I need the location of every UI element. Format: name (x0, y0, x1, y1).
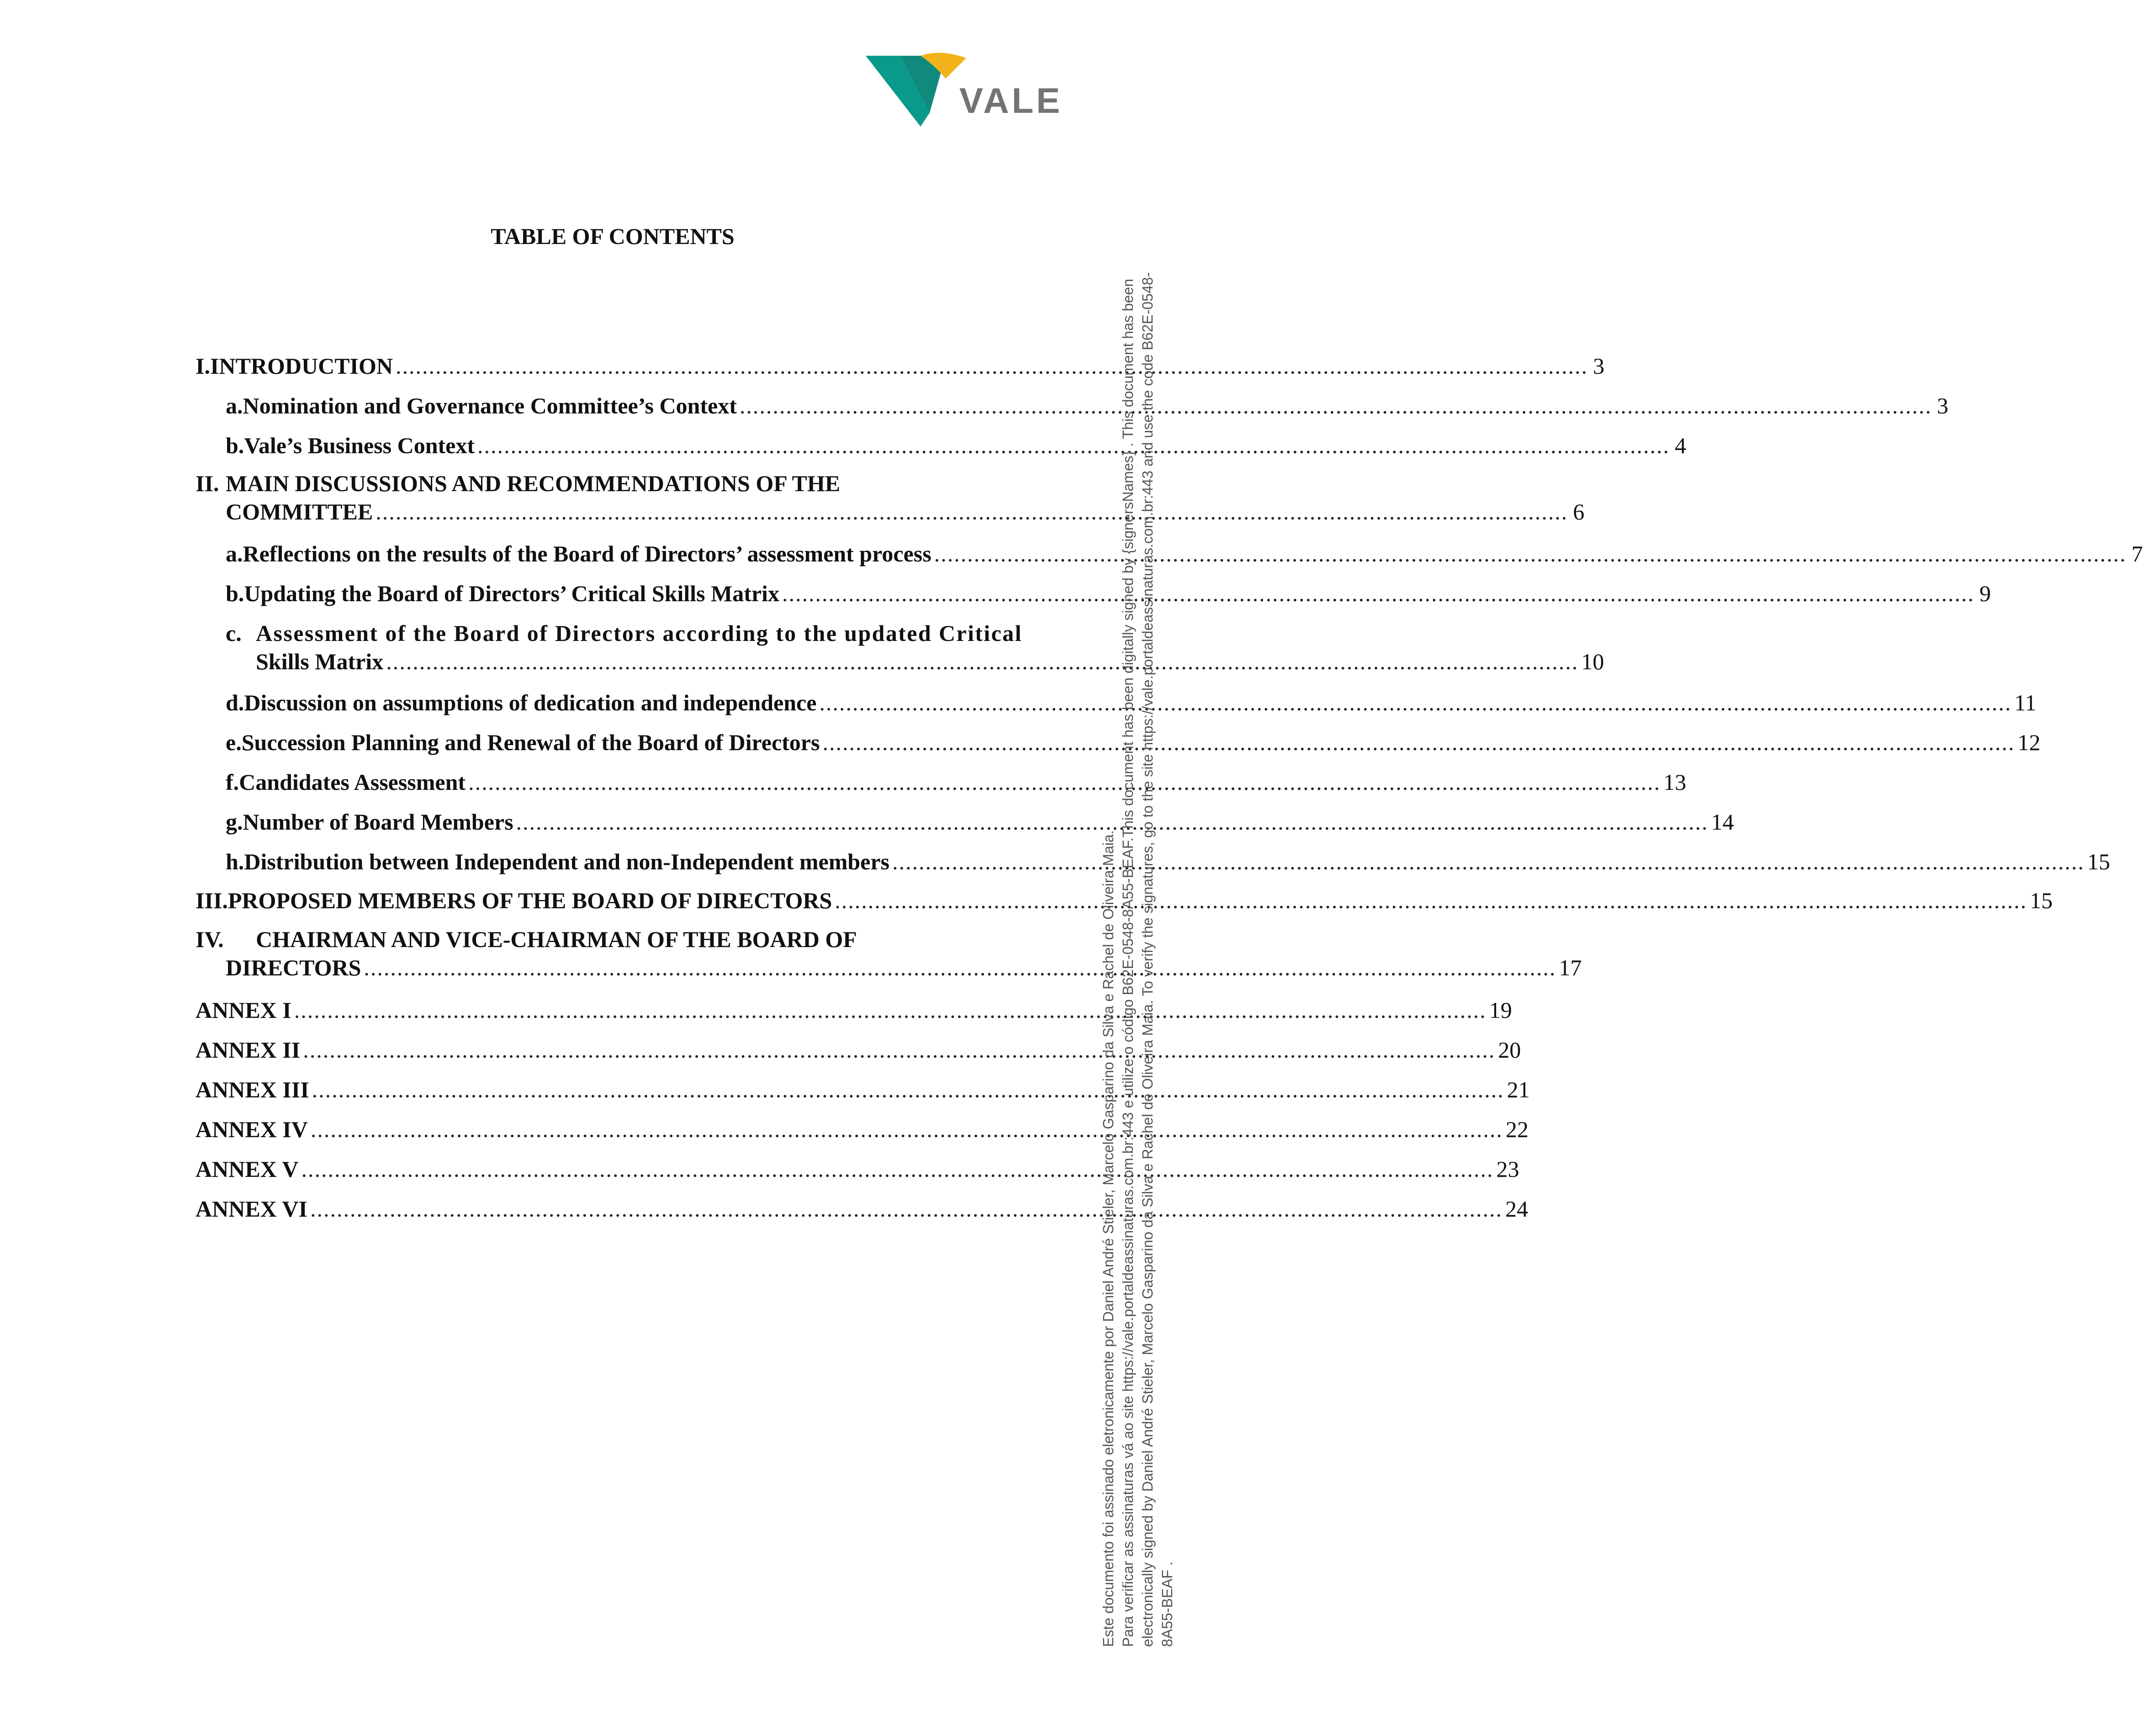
toc-entry-page: 15 (2087, 849, 2111, 874)
toc-entry-number: II. (196, 471, 219, 496)
toc-leader-dots: .................................................................................................................................................................................... (516, 809, 1709, 835)
toc-entry-label: Assessment of the Board of Directors according to the updated Critical (256, 620, 1022, 646)
toc-entry-number: e. (226, 730, 242, 755)
toc-entry-label: ANNEX III (196, 1077, 309, 1102)
watermark-line: Este documento foi assinado eletronicamente por Daniel André Stieler, Marcelo Gasparino da Silva e Rachel de Oliveira Maia. (1100, 830, 1116, 1647)
toc-entry-page: 13 (1663, 769, 1687, 795)
toc-entry-page: 20 (1498, 1037, 1521, 1063)
toc-leader-dots: .................................................................................................................................................................................... (477, 433, 1670, 458)
toc-entry-annex[interactable] (196, 1115, 1529, 1143)
toc-entry-label: ANNEX I (196, 997, 291, 1023)
toc-entry[interactable] (226, 847, 2111, 876)
toc-entry-number: b. (226, 433, 244, 458)
toc-entry-page: 4 (1675, 433, 1686, 458)
toc-entry-page: 12 (2017, 730, 2041, 755)
toc-entry-number: c. (226, 620, 242, 646)
toc-entry-annex[interactable] (196, 1195, 1528, 1223)
toc-entry[interactable] (196, 352, 1605, 380)
toc-leader-dots: .................................................................................................................................................................................... (312, 1077, 1504, 1102)
toc-leader-dots: .................................................................................................................................................................................... (934, 541, 2127, 566)
toc-entry-label: Updating the Board of Directors’ Critical Skills Matrix (244, 581, 779, 606)
toc-entry-label-continued: Skills Matrix (256, 649, 384, 674)
toc-leader-dots: .................................................................................................................................................................................... (310, 1117, 1503, 1142)
toc-entry-page: 10 (1581, 649, 1604, 674)
toc-entry-page: 23 (1496, 1156, 1519, 1182)
toc-entry-label: Reflections on the results of the Board of Directors’ assessment process (243, 541, 931, 566)
toc-entry-page: 14 (1711, 809, 1734, 835)
toc-entry-label: Candidates Assessment (239, 769, 466, 795)
toc-entry-number: b. (226, 581, 244, 606)
toc-entry-page: 6 (1573, 499, 1585, 524)
toc-entry-label: ANNEX VI (196, 1196, 307, 1222)
toc-entry-page: 19 (1489, 997, 1512, 1023)
toc-leader-dots: .................................................................................................................................................................................... (376, 499, 1568, 524)
toc-entry-label: INTRODUCTION (210, 353, 393, 379)
toc-entry[interactable] (196, 469, 1585, 526)
toc-entry-label: Number of Board Members (243, 809, 513, 835)
toc-entry-page: 24 (1505, 1196, 1528, 1222)
toc-leader-dots: .................................................................................................................................................................................... (396, 353, 1588, 379)
toc-entry-label: Nomination and Governance Committee’s Context (243, 393, 737, 418)
toc-entry-page: 7 (2131, 541, 2143, 566)
toc-entry-label: Succession Planning and Renewal of the Board of Directors (241, 730, 820, 755)
watermark-line: electronically signed by Daniel André Stieler, Marcelo Gasparino da Silva e Rachel de Oliveira Maia. To verify the signatures, go to the site https://vale.portaldeassinaturas.com.br:443 and use the code B62E-0548- (1139, 272, 1156, 1647)
toc-entry-number: g. (226, 809, 243, 835)
toc-leader-dots: .................................................................................................................................................................................... (739, 393, 1932, 418)
toc-entry[interactable] (226, 431, 1686, 460)
watermark-line: 8A55-BEAF . (1159, 1561, 1175, 1647)
toc-entry-annex[interactable] (196, 996, 1512, 1024)
toc-entry[interactable] (196, 925, 1582, 982)
toc-entry-page: 3 (1593, 353, 1605, 379)
toc-entry[interactable] (226, 728, 2041, 757)
toc-entry-number: f. (226, 769, 239, 795)
toc-entry-page: 9 (1979, 581, 1991, 606)
toc-entry-label: ANNEX II (196, 1037, 301, 1063)
toc-leader-dots: .................................................................................................................................................................................... (782, 581, 1974, 606)
toc-entry-page: 22 (1505, 1117, 1529, 1142)
page-title: TABLE OF CONTENTS (491, 223, 735, 249)
toc-entry-annex[interactable] (196, 1075, 1530, 1104)
toc-leader-dots: .................................................................................................................................................................................... (310, 1196, 1503, 1222)
toc-entry-page: 15 (2030, 888, 2053, 913)
toc-entry-page: 3 (1937, 393, 1948, 418)
toc-entry-number: h. (226, 849, 244, 874)
toc-entry[interactable] (226, 540, 2143, 568)
toc-leader-dots: .................................................................................................................................................................................... (386, 649, 1579, 674)
toc-entry-number: a. (226, 393, 243, 418)
toc-leader-dots: .................................................................................................................................................................................... (364, 955, 1556, 980)
toc-entry[interactable] (226, 619, 1604, 676)
toc-entry-label-continued: COMMITTEE (226, 499, 373, 524)
toc-entry-label: MAIN DISCUSSIONS AND RECOMMENDATIONS OF THE (226, 471, 841, 496)
toc-leader-dots: .................................................................................................................................................................................... (294, 997, 1487, 1023)
toc-entry[interactable] (226, 768, 1687, 796)
toc-entry-label: ANNEX V (196, 1156, 299, 1182)
toc-entry-number: IV. (196, 926, 224, 952)
toc-entry-page: 21 (1507, 1077, 1530, 1102)
vale-logo-text: VALE (959, 80, 1063, 121)
toc-entry[interactable] (226, 579, 1991, 608)
toc-entry-page: 17 (1559, 955, 1582, 980)
toc-entry-label: Vale’s Business Context (244, 433, 475, 458)
toc-entry-annex[interactable] (196, 1036, 1521, 1064)
toc-leader-dots: .................................................................................................................................................................................... (822, 730, 2015, 755)
signature-watermark (1099, 272, 1177, 1647)
toc-entry-number: d. (226, 690, 244, 715)
toc-leader-dots: .................................................................................................................................................................................... (303, 1037, 1496, 1063)
toc-entry-label: CHAIRMAN AND VICE-CHAIRMAN OF THE BOARD OF (256, 926, 857, 952)
toc-leader-dots: .................................................................................................................................................................................... (468, 769, 1661, 795)
toc-leader-dots: .................................................................................................................................................................................... (835, 888, 2027, 913)
toc-entry-annex[interactable] (196, 1155, 1519, 1183)
watermark-line: Para verificar as assinaturas vá ao site https://vale.portaldeassinaturas.com.br:443 e utilize o código B62E-0548-8A55-BEAF.This document has been digitally signed by {signersNames} . This document has been (1120, 279, 1136, 1647)
toc-entry-number: a. (226, 541, 243, 566)
toc-entry-label-continued: DIRECTORS (226, 955, 361, 980)
toc-entry-number: I. (196, 353, 210, 379)
toc-entry-page: 11 (2014, 690, 2037, 715)
toc-entry[interactable] (226, 392, 1948, 420)
toc-entry-number: III. (196, 888, 228, 913)
toc-entry[interactable] (226, 808, 1734, 836)
toc-entry-label: PROPOSED MEMBERS OF THE BOARD OF DIRECTORS (228, 888, 832, 913)
toc-entry-label: ANNEX IV (196, 1117, 308, 1142)
toc-leader-dots: .................................................................................................................................................................................... (301, 1156, 1494, 1182)
toc-entry-label: Distribution between Independent and non-Independent members (244, 849, 890, 874)
toc-leader-dots: .................................................................................................................................................................................... (892, 849, 2085, 874)
toc-entry[interactable] (196, 886, 2053, 915)
toc-entry[interactable] (226, 688, 2037, 717)
toc-entry-label: Discussion on assumptions of dedication and independence (244, 690, 817, 715)
toc-leader-dots: .................................................................................................................................................................................... (819, 690, 2012, 715)
